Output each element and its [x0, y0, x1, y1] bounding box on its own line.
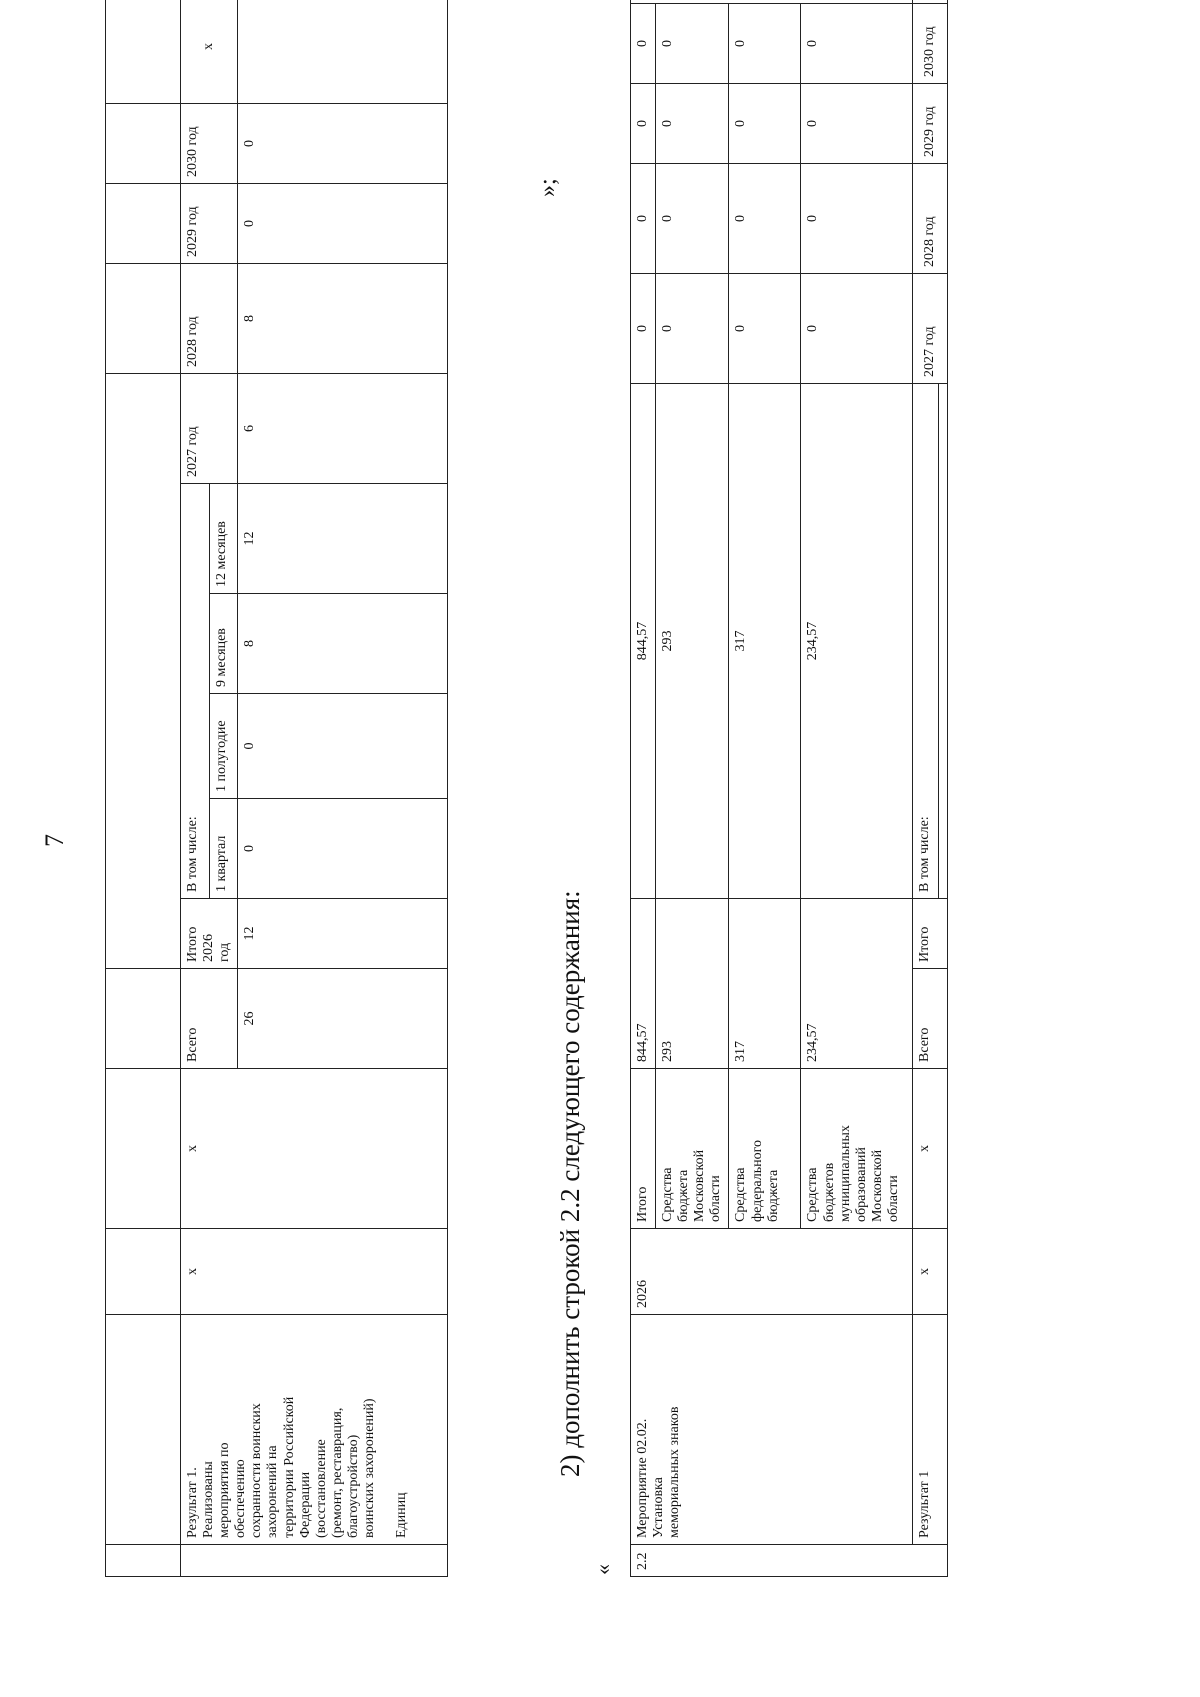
t1-head-2029: 2029 год — [181, 183, 238, 263]
t1-head-v-tom-chisle: В том числе: — [181, 484, 210, 899]
t1-empty — [238, 0, 448, 103]
t2-span-value: 234,57 — [801, 384, 913, 899]
t2-2029: 0 — [729, 84, 801, 164]
table-result-continuation — [105, 0, 448, 1577]
t1-empty — [106, 0, 181, 103]
t1-x-mark: x — [181, 0, 238, 103]
t1-val-total: 26 — [238, 969, 448, 1069]
t2-total: 293 — [656, 899, 729, 1069]
t2-result-label: Результат 1 — [913, 1315, 947, 1545]
t2-year: 2026 — [631, 1229, 913, 1315]
t2-span-value: 317 — [729, 384, 801, 899]
t2-2028: 0 — [801, 164, 913, 274]
t1-head-2028: 2028 год — [181, 263, 238, 373]
t1-val-12m: 12 — [238, 484, 448, 594]
t1-head-2030: 2030 год — [181, 103, 238, 183]
t2-head-itogo: Итого — [913, 899, 947, 969]
t2-span-value: 844,57 — [631, 384, 656, 899]
t1-empty — [106, 1069, 181, 1229]
t1-val-2030: 0 — [238, 103, 448, 183]
t2-2030: 0 — [656, 4, 729, 84]
table-row-2-2 — [630, 0, 948, 1577]
quote-open: « — [590, 1564, 615, 1575]
t2-head-total: Всего — [913, 969, 947, 1069]
t2-total: 317 — [729, 899, 801, 1069]
t2-2028: 0 — [631, 164, 656, 274]
t1-head-2027: 2027 год — [181, 373, 238, 483]
t2-source-label: Средства бюджетов муниципальных образований Московской области — [801, 1069, 913, 1229]
t1-val-itogo-2026: 12 — [238, 899, 448, 969]
t2-span-value: 293 — [656, 384, 729, 899]
t2-head-2029: 2029 год — [913, 84, 947, 164]
page-number: 7 — [40, 834, 69, 847]
t2-measure-name: Мероприятие 02.02. Установка мемориальных знаков — [631, 1315, 913, 1545]
t1-head-q1: 1 квартал — [209, 799, 238, 899]
t1-val-h1: 0 — [238, 694, 448, 799]
t2-2027: 0 — [656, 274, 729, 384]
amendment-heading: 2) дополнить строкой 2.2 следующего содержания: — [555, 890, 585, 1477]
t1-val-2029: 0 — [238, 183, 448, 263]
t2-2029: 0 — [631, 84, 656, 164]
t2-source-label: Средства бюджета Московской области — [656, 1069, 729, 1229]
t2-row-number: 2.2 — [631, 1545, 948, 1577]
t1-empty — [106, 1229, 181, 1315]
t2-head-2030: 2030 год — [913, 4, 947, 84]
t1-empty — [181, 1545, 448, 1577]
t1-x-mark: x — [181, 1229, 448, 1315]
t2-source-label: Средства федерального бюджета — [729, 1069, 801, 1229]
t2-x-mark: x — [913, 1229, 947, 1315]
t1-empty — [106, 969, 181, 1069]
t1-head-9m: 9 месяцев — [209, 594, 238, 694]
t2-2027: 0 — [729, 274, 801, 384]
t1-val-9m: 8 — [238, 594, 448, 694]
t1-x-mark: x — [181, 1069, 448, 1229]
t2-head-2027: 2027 год — [913, 274, 947, 384]
t1-empty — [106, 1315, 181, 1545]
t1-val-2028: 8 — [238, 263, 448, 373]
t1-empty — [106, 103, 181, 183]
t1-head-12m: 12 месяцев — [209, 484, 238, 594]
t2-head-v-tom-chisle: В том числе: — [913, 384, 938, 899]
t1-empty — [106, 263, 181, 373]
t2-empty — [938, 384, 947, 899]
quote-close: »; — [535, 178, 561, 197]
t2-2029: 0 — [656, 84, 729, 164]
t2-total: 844,57 — [631, 899, 656, 1069]
t2-total: 234,57 — [801, 899, 913, 1069]
t2-x-mark: x — [913, 1069, 947, 1229]
t2-x-mark — [913, 0, 947, 4]
t1-val-q1: 0 — [238, 799, 448, 899]
t2-2028: 0 — [729, 164, 801, 274]
t2-2030: 0 — [801, 4, 913, 84]
t2-2027: 0 — [631, 274, 656, 384]
t2-2030: 0 — [631, 4, 656, 84]
t2-2029: 0 — [801, 84, 913, 164]
t2-head-2028: 2028 год — [913, 164, 947, 274]
t1-val-2027: 6 — [238, 373, 448, 483]
t2-source-label: Итого — [631, 1069, 656, 1229]
t1-empty — [106, 1545, 181, 1577]
t1-empty — [106, 373, 181, 968]
t2-2030: 0 — [729, 4, 801, 84]
t1-head-h1: 1 полугодие — [209, 694, 238, 799]
t1-empty — [106, 183, 181, 263]
t1-head-total: Всего — [181, 969, 238, 1069]
t2-2028: 0 — [656, 164, 729, 274]
t2-2027: 0 — [801, 274, 913, 384]
t1-head-itogo-2026: Итого 2026 год — [181, 899, 238, 969]
t1-result-text: Результат 1. Реализованы мероприятия по обеспечению сохранности воинских захоронений на территории Российской Федерации (восстановление (ремонт, реставрация, благоустройство) воинских захоронений) Единиц — [181, 1315, 448, 1545]
